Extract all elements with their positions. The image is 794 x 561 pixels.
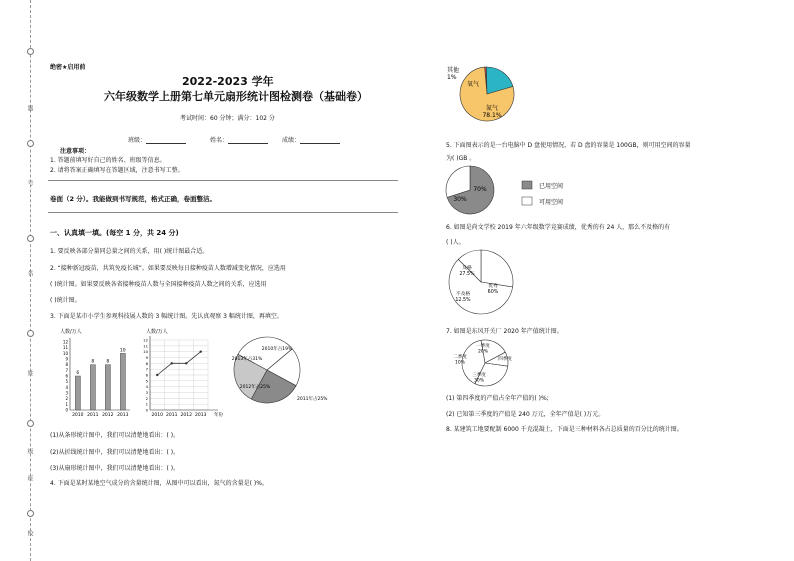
y-tick-label: 6 bbox=[65, 373, 68, 379]
name-field[interactable] bbox=[210, 135, 268, 144]
y-tick-label: 4 bbox=[65, 384, 68, 390]
question-2-line3: ( )统计图。 bbox=[50, 297, 81, 304]
question-7-sub1: (1) 第四季度的产值占全年产值的( )%; bbox=[446, 395, 549, 402]
bar-value-label: 10 bbox=[119, 348, 126, 354]
margin-label: 题 bbox=[26, 105, 33, 111]
y-tick-label: 0 bbox=[65, 407, 68, 413]
line-chart bbox=[140, 325, 232, 420]
section-heading: 一、认真填一填。(每空 1 分，共 24 分) bbox=[50, 229, 179, 237]
binding-hole bbox=[27, 330, 34, 337]
slice-label: 2013年占31% bbox=[231, 357, 263, 362]
score-blank[interactable] bbox=[300, 137, 340, 144]
x-tick-label: 2011 bbox=[166, 413, 178, 418]
grade-pie-chart bbox=[445, 247, 520, 317]
bar-value-label: 8 bbox=[106, 359, 110, 365]
y-tick-label: 11 bbox=[62, 345, 68, 351]
binding-hole bbox=[27, 48, 34, 55]
secret-label: 绝密★启用前 bbox=[50, 64, 86, 71]
slice-label: 氧气 bbox=[466, 81, 480, 88]
slice-label: 27.5% bbox=[459, 271, 475, 277]
exam-meta: 考试时间：60 分钟；满分：102 分 bbox=[180, 115, 275, 122]
slice-label: 四季度 bbox=[498, 357, 512, 362]
slice-label: 20% bbox=[477, 349, 489, 355]
y-tick-label: 5 bbox=[65, 379, 68, 385]
y-tick-label: 10 bbox=[143, 349, 148, 355]
question-5-line2: 为( )GB 。 bbox=[446, 155, 476, 162]
x-tick-label: 2011 bbox=[87, 413, 99, 418]
y-tick-label: 1 bbox=[145, 401, 148, 407]
legend-free-label: 可用空间 bbox=[539, 199, 564, 206]
class-label: 班级： bbox=[128, 137, 147, 144]
slice-label: 60% bbox=[487, 289, 499, 295]
y-tick-label: 11 bbox=[143, 343, 148, 349]
y-tick-label: 2 bbox=[65, 396, 68, 402]
bar-chart bbox=[50, 325, 140, 420]
score-field[interactable] bbox=[282, 135, 340, 144]
note-item: 1. 答题前填写好自己的姓名、班级等信息。 bbox=[50, 157, 166, 164]
y-tick-label: 6 bbox=[145, 372, 148, 378]
question-6-line2: ( )人。 bbox=[446, 239, 465, 246]
disk-pie-chart bbox=[445, 163, 585, 218]
margin-label: 名 bbox=[26, 270, 33, 276]
slice-label: 1% bbox=[447, 74, 457, 81]
y-tick-label: 12 bbox=[143, 337, 148, 343]
question-3-sub2: (2)从折线统计图中，我们可以清楚地看出：( )。 bbox=[50, 449, 180, 456]
question-2-line2: ( )统计图。如果要反映各省接种疫苗人数与全国接种疫苗人数之间的关系，应选用 bbox=[50, 281, 267, 288]
binding-hole bbox=[27, 235, 34, 242]
question-2: 2. “接种新冠疫苗，共筑免疫长城”。如果要反映每日接种疫苗人数增减变化情况，应选用 bbox=[50, 265, 286, 272]
question-8: 8. 某建筑工地要配制 6000 千克混凝土，下面是三种材料各占总质量的百分比的统计图。 bbox=[446, 426, 683, 433]
y-tick-label: 9 bbox=[65, 356, 68, 362]
pie-slice bbox=[481, 250, 513, 287]
margin-label: 号 bbox=[26, 180, 33, 186]
x-axis-label: 年份 bbox=[214, 413, 223, 418]
question-3-sub1: (1)从条形统计图中，我们可以清楚地看出：( )。 bbox=[50, 432, 180, 439]
line-point bbox=[171, 362, 173, 364]
slice-label: 及格 bbox=[462, 266, 472, 271]
divider bbox=[48, 180, 398, 181]
slice-label: 78.1% bbox=[482, 112, 502, 119]
margin-label: 班 bbox=[26, 475, 33, 481]
bar-value-label: 8 bbox=[91, 359, 95, 365]
slice-label: 二季度 bbox=[453, 355, 467, 360]
slice-label: 70% bbox=[473, 186, 487, 193]
bar-value-label: 6 bbox=[76, 371, 80, 376]
class-blank[interactable] bbox=[146, 137, 186, 144]
slice-label: 12.5% bbox=[455, 297, 471, 303]
year-pie-chart bbox=[225, 330, 328, 410]
margin-label: 姓 bbox=[26, 370, 33, 376]
y-tick-label: 8 bbox=[145, 360, 148, 366]
bar bbox=[90, 365, 95, 410]
air-pie-chart bbox=[440, 58, 530, 128]
y-tick-label: 3 bbox=[65, 390, 68, 396]
question-3: 3. 下面是某市小学生参观科技展人数的 3 幅统计图。先认真观察 3 幅统计图，再填空。 bbox=[50, 313, 283, 320]
y-tick-label: 12 bbox=[62, 339, 68, 345]
question-4: 4. 下面是某时某地空气成分的含量统计图，从图中可以看出，氮气的含量是( )%。 bbox=[50, 480, 268, 487]
y-tick-label: 7 bbox=[145, 366, 148, 372]
question-5: 5. 下面图表示的是一台电脑中 D 盘使用情况，若 D 盘的容量是 100GB，则可用空间的容量 bbox=[446, 142, 691, 149]
binding-hole bbox=[27, 510, 34, 517]
class-field[interactable] bbox=[128, 135, 186, 144]
slice-label: 30% bbox=[473, 378, 485, 384]
slice-label: 优秀 bbox=[488, 284, 498, 289]
slice-label: 2011年占25% bbox=[297, 397, 328, 402]
slice-label: 30% bbox=[453, 196, 467, 203]
y-tick-label: 7 bbox=[65, 367, 68, 373]
x-tick-label: 2013 bbox=[195, 413, 207, 418]
handwriting-note: 卷面（2 分）。我能做到书写规范，格式正确，卷面整洁。 bbox=[50, 195, 217, 203]
y-tick-label: 4 bbox=[145, 384, 148, 390]
y-tick-label: 10 bbox=[62, 350, 68, 356]
y-tick-label: 2 bbox=[145, 395, 148, 401]
question-3-sub3: (3)从扇形统计图中，我们可以清楚地看出：( )。 bbox=[50, 465, 180, 472]
chart-ylabel: 人数/万人 bbox=[60, 329, 82, 335]
notes-heading: 注意事项： bbox=[60, 148, 91, 155]
quarter-pie-chart bbox=[445, 338, 525, 390]
divider bbox=[48, 212, 398, 213]
y-tick-label: 1 bbox=[65, 401, 68, 407]
slice-label: 一季度 bbox=[476, 344, 490, 349]
y-tick-label: 0 bbox=[145, 407, 148, 413]
x-tick-label: 2013 bbox=[117, 413, 129, 418]
slice-label: 其他 bbox=[447, 67, 460, 74]
bar bbox=[105, 365, 110, 410]
chart-ylabel: 人数/万人 bbox=[146, 329, 168, 335]
x-tick-label: 2012 bbox=[102, 413, 114, 418]
note-item: 2. 请将答案正确填写在答题区域，注意书写工整。 bbox=[50, 167, 184, 174]
school-year: 2022-2023 学年 bbox=[182, 75, 274, 88]
slice-label: 不及格 bbox=[455, 292, 471, 297]
y-tick-label: 9 bbox=[145, 355, 148, 360]
line-point bbox=[200, 350, 202, 352]
bar bbox=[120, 353, 125, 410]
x-tick-label: 2010 bbox=[151, 413, 163, 418]
question-7: 7. 如图是东风开关厂 2020 年产值统计图。 bbox=[446, 328, 563, 335]
score-label: 成绩： bbox=[282, 137, 301, 144]
name-label: 姓名： bbox=[210, 137, 229, 144]
margin-label: 级 bbox=[26, 448, 33, 454]
question-1: 1. 要反映各部分量同总量之间的关系，用( )统计图最合适。 bbox=[50, 248, 209, 255]
y-tick-label: 5 bbox=[145, 378, 148, 384]
y-tick-label: 8 bbox=[65, 362, 68, 368]
binding-margin bbox=[0, 0, 40, 561]
legend-used-label: 已用空间 bbox=[539, 183, 564, 190]
binding-hole bbox=[27, 140, 34, 147]
slice-label: 2010年占19% bbox=[261, 347, 293, 352]
slice-label: 氮气 bbox=[485, 105, 499, 112]
legend-free-swatch bbox=[522, 197, 532, 205]
margin-label: 校 bbox=[26, 530, 33, 536]
x-tick-label: 2012 bbox=[180, 413, 192, 418]
legend-used-swatch bbox=[522, 181, 532, 189]
x-tick-label: 2010 bbox=[72, 413, 84, 418]
bar bbox=[75, 376, 80, 410]
line-point bbox=[156, 374, 158, 376]
binding-hole bbox=[27, 420, 34, 427]
y-tick-label: 3 bbox=[145, 390, 148, 395]
slice-label: 10% bbox=[454, 360, 466, 366]
slice-label: 三季度 bbox=[472, 373, 486, 378]
line-point bbox=[185, 362, 187, 364]
name-blank[interactable] bbox=[228, 137, 268, 144]
slice-label: 2012年占25% bbox=[239, 385, 271, 390]
page-title: 六年级数学上册第七单元扇形统计图检测卷（基础卷） bbox=[104, 90, 368, 103]
question-7-sub2: (2) 已知第三季度的产值是 240 万元，全年产值是( )万元。 bbox=[446, 411, 605, 418]
question-6: 6. 如图是尚文学校 2019 年六年级数学竞赛成绩，优秀的有 24 人，那么不及格的有 bbox=[446, 224, 671, 231]
